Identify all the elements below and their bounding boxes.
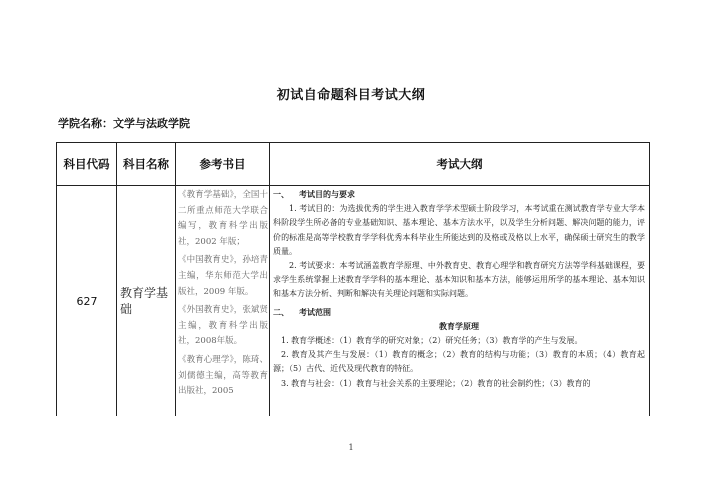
section-heading <box>273 306 645 320</box>
exam-outline <box>273 188 645 391</box>
reference-book: 《教育学基础》，全国十二所重点师范大学联合编写，教育科学出版社，2002 年版； <box>178 190 268 247</box>
outline-item: 2. 教育及其产生与发展：（1）教育的概念；（2）教育的结构与功能；（3）教育的本质；（4）教育起源；（5）古代、近代及现代教育的特征。 <box>273 350 645 374</box>
header-subject-name: 科目名称 <box>123 157 169 171</box>
subject-name: 教育学基础 <box>120 286 169 316</box>
header-reference-books: 参考书目 <box>199 157 246 171</box>
outline-item: 3. 教育与社会：（1）教育与社会关系的主要理论；（2）教育的社会制约性；（3）教育的 <box>281 378 591 388</box>
header-subject-code: 科目代码 <box>63 157 110 171</box>
syllabus-table <box>56 142 650 416</box>
outline-paragraph: 2. 考试要求：本考试涵盖教育学原理、中外教育史、教育心理学和教育研究方法等学科基础课程，要求学生系统掌握上述教育学学科的基本理论、基本知识和基本方法，能够运用所学的基本理论、基本知识和基本方法分析、判断和解决有关理论问题和实际问题。 <box>273 261 645 299</box>
section-title: 考试目的与要求 <box>299 190 355 199</box>
section-heading <box>273 188 645 202</box>
subject-code: 627 <box>76 294 98 308</box>
reference-book: 《中国教育史》，孙培青主编，华东师范大学出版社，2009 年版。 <box>178 255 268 297</box>
page-number: 1 <box>348 443 354 452</box>
section-number: 一、 <box>273 190 289 199</box>
outline-paragraph: 1. 考试目的：为选拔优秀的学生进入教育学学术型硕士阶段学习，本考试重在测试教育学专业大学本科阶段学生所必备的专业基础知识、基本理论、基本方法水平，以及学生分析问题、解决问题的能力，评价的标准是高等学校教育学学科优秀本科毕业生所能达到的及格或及格以上水平，确保硕士研究生的教学质量。 <box>273 204 645 256</box>
document-title: 初试自命题科目考试大纲 <box>276 88 426 103</box>
section-title: 考试范围 <box>299 307 331 317</box>
college-name: 学院名称：文学与法政学院 <box>58 117 190 130</box>
header-exam-outline: 考试大纲 <box>436 157 483 171</box>
subsection-title: 教育学原理 <box>439 321 479 331</box>
reference-books <box>178 188 268 403</box>
col-divider <box>649 143 650 416</box>
section-number: 二、 <box>273 307 289 317</box>
reference-book: 《教育心理学》，陈琦、刘儒德主编，高等教育出版社，2005 <box>178 354 268 397</box>
reference-book: 《外国教育史》，张斌贤主编，教育科学出版社，2008年版。 <box>178 305 268 347</box>
outline-item: 1. 教育学概述：（1）教育学的研究对象；（2）研究任务；（3）教育学的产生与发展。 <box>281 336 583 346</box>
